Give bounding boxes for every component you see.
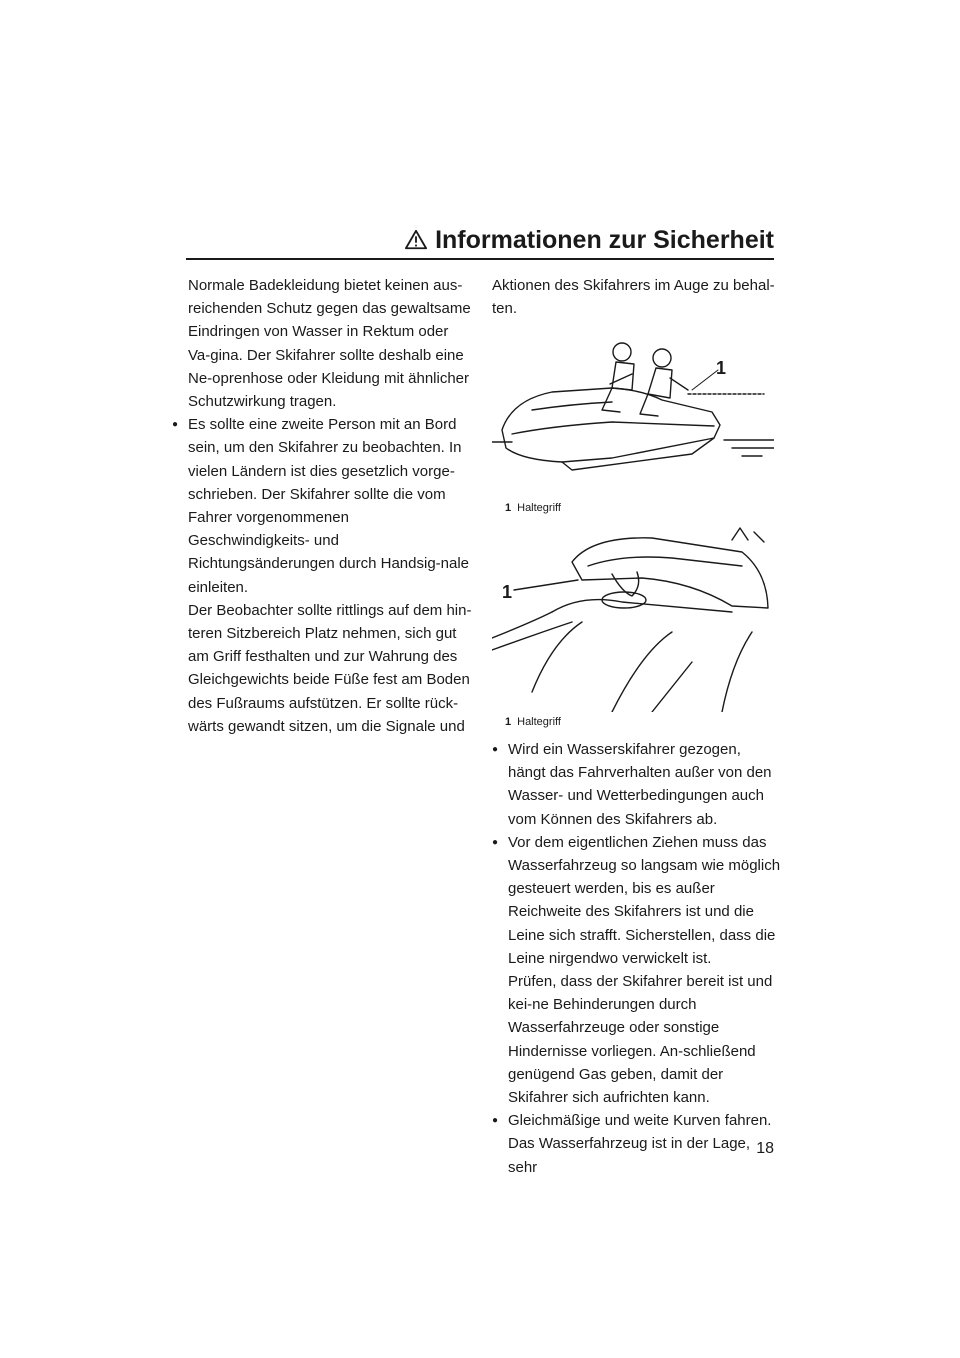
bullet-item: ● Es sollte eine zweite Person mit an Bord sein, um den Skifahrer zu beobachten. In vielen Ländern ist dies gesetzlich vorge-schrieben. Der Skifahrer sollte die vom Fahrer vorgenommenen Geschwindigkeits- und Richtungsänderungen durch Handsig-nale einleiten.: [172, 413, 472, 599]
page-header: [186, 224, 774, 260]
bullet-item: ● Wird ein Wasserskifahrer gezogen, hängt das Fahrverhalten außer von den Wasser- und Wetterbedingungen auch vom Können des Skifahrers ab.: [492, 738, 782, 831]
right-column: [492, 738, 782, 1179]
grab-handle-illustration: [492, 522, 774, 712]
caption-text: Haltegriff: [517, 716, 561, 728]
page-number: 18: [756, 1140, 774, 1157]
paragraph: Der Beobachter sollte rittlings auf dem hin-teren Sitzbereich Platz nehmen, sich gut am Griff festhalten und zur Wahrung des Gleichgewichts beide Füße fest am Boden des Fußraums aufstützen. Er sollte rück-wärts gewandt sitzen, um die Signale und: [188, 601, 472, 735]
caption-number: 1: [505, 716, 512, 728]
paragraph: Prüfen, dass der Skifahrer bereit ist und kei-ne Behinderungen durch Wasserfahrzeuge oder sonstige Hindernisse vorliegen. An-schließend genügend Gas geben, damit der Skifahrer sich aufrichten kann.: [508, 973, 773, 1107]
figure-callout: 1: [502, 582, 513, 602]
bullet-item: ● Gleichmäßige und weite Kurven fahren.: [492, 1109, 782, 1132]
warning-triangle-icon: [405, 229, 427, 251]
right-intro: [492, 274, 782, 320]
bullet-item: ● Vor dem eigentlichen Ziehen muss das Wasserfahrzeug so langsam wie möglich gesteuert werden, bis es außer Reichweite des Skifahrers ist und die Leine sich strafft. Sicherstellen, dass die Leine nirgendwo verwickelt ist.: [492, 831, 782, 970]
paragraph: Normale Badekleidung bietet keinen aus-reichenden Schutz gegen das gewaltsame Eindringen von Wasser in Rektum oder Va-gina. Der Skifahrer sollte deshalb eine Ne-oprenhose oder Kleidung mit ähnlicher Schutzwirkung tragen.: [188, 277, 471, 411]
figure-callout: 1: [716, 358, 727, 378]
page-title-text: Informationen zur Sicherheit: [435, 226, 774, 254]
caption-number: 1: [505, 502, 512, 514]
left-column: [172, 274, 472, 738]
watercraft-riders-illustration: [492, 330, 774, 500]
caption-text: Haltegriff: [517, 502, 561, 514]
paragraph: Das Wasserfahrzeug ist in der Lage, sehr: [508, 1135, 751, 1176]
page-title: [405, 224, 774, 256]
paragraph: Aktionen des Skifahrers im Auge zu behal-ten.: [492, 277, 775, 318]
figure-caption: [505, 716, 561, 728]
figure-caption: [505, 502, 561, 514]
